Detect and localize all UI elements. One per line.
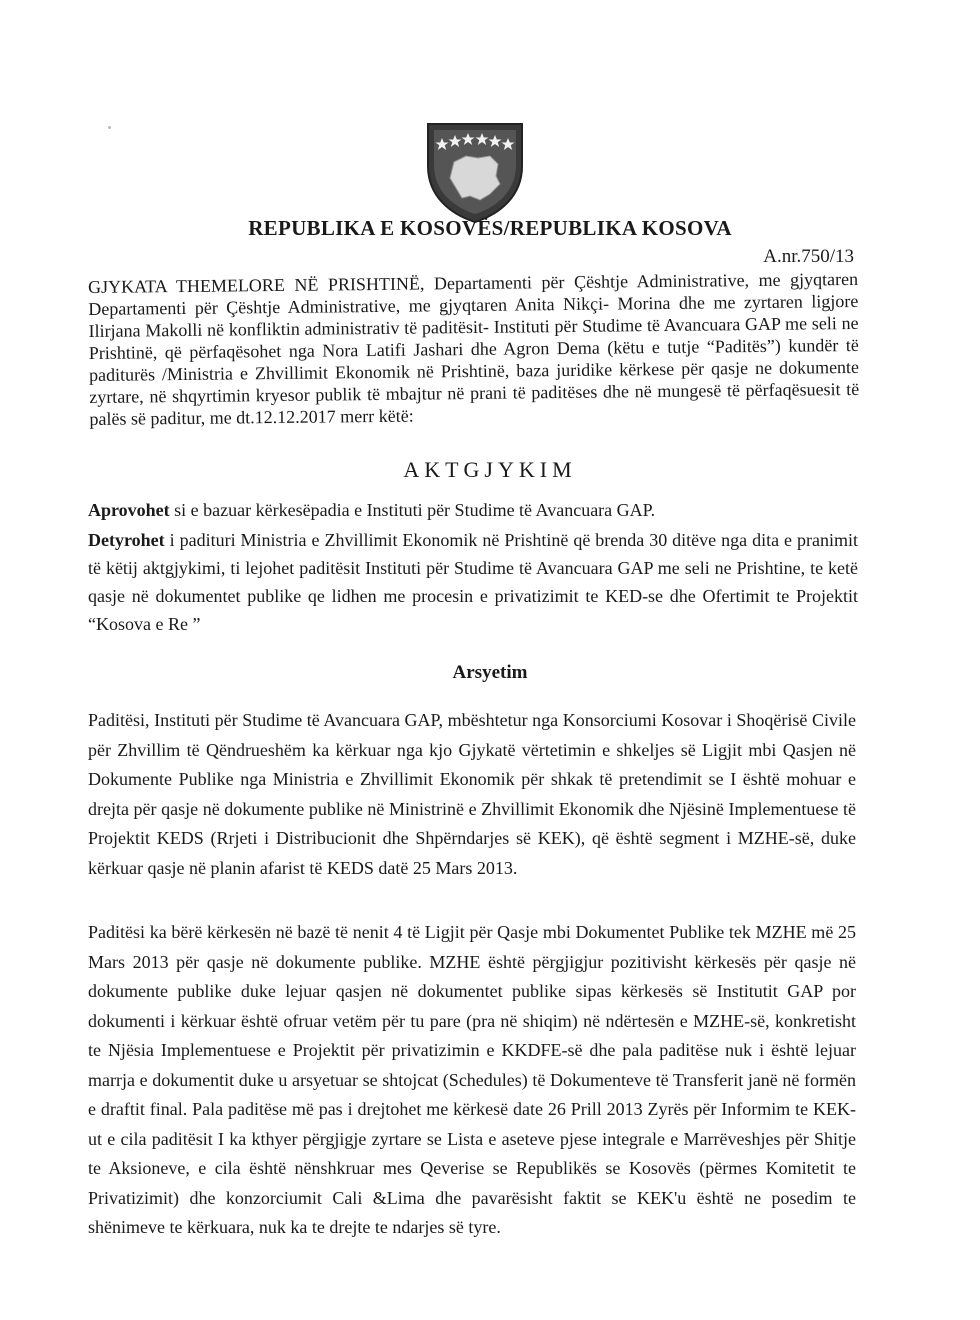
reasoning-paragraph-1: Paditësi, Instituti për Studime të Avancuara GAP, mbështetur nga Konsorciumi Kosovar i Shoqërisë Civile për Zhvillim të Qëndrueshëm ka kërkuar nga kjo Gjykatë vërtetimin e shkeljes së Ligjit mbi Qasjen në Dokumente Publike nga Ministria e Zhvillimit Ekonomik për shkak të pretendimit se I është mohuar e drejta për qasje në dokumente publike në Ministrinë e Zhvillimit Ekonomik dhe Njësinë Implementuese të Projektit KEDS (Rrjeti i Distribucionit dhe Shpërndarjes së KEK), që është segment i MZHE-së, duke kërkuar qasje në planin afarist të KEDS datë 25 Mars 2013. (88, 710, 856, 878)
republic-header-title: REPUBLIKA E KOSOVËS/REPUBLIKA KOSOVA (248, 216, 732, 240)
intro-paragraph: GJYKATA THEMELORE NË PRISHTINË, Departamenti për Çështje Administrative, me gjyqtaren Departamenti për Çështje Administrative, me gjyqtaren Anita Nikçi- Morina dhe me zyrtaren ligjore Ilirjana Makolli në konfliktin administrativ të paditësit- Instituti për Studime të Avancuara GAP me seli ne Prishtinë, që përfaqësohet nga Nora Latifi Jashari dhe Agron Dema (këtu e tutje “Paditës”) kundër të paditurës /Ministria e Zhvillimit Ekonomik në Prishtinë, baza juridike kërkese për qasje ne dokumente zyrtare, në shqyrtimin kryesor publik të mbajtur në prani të paditëses dhe në mungesë të përfaqësuesit të palës së paditur, me dt.12.12.2017 merr këtë: (88, 268, 860, 429)
oblige-keyword: Detyrohet (88, 530, 165, 550)
ruling-oblige-paragraph (88, 526, 858, 638)
kosovo-coat-of-arms-icon (420, 118, 530, 226)
scan-speck (108, 126, 111, 129)
reasoning-paragraph-2: Paditësi ka bërë kërkesën në bazë të nenit 4 të Ligjit për Qasje mbi Dokumentet Publike tek MZHE më 25 Mars 2013 për qasje në dokumente publike. MZHE është përgjigjur pozitivisht kërkesës për qasje në dokumente publike duke lejuar qasjen në dokumentet publike sipas kërkesës së Institutit GAP por dokumenti i kërkuar është ofruar vetëm për tu pare (pra në shiqim) në ndërtesën e MZHE-së, konkretisht te Njësia Implementuese e Projektit për privatizimin e KKDFE-së dhe pala paditëse nuk i është lejuar marrja e dokumentit duke u arsyetuar se shtojcat (Schedules) të Dokumenteve të Transferit janë në formën e draftit final. Pala paditëse më pas i drejtohet me kërkesë date 26 Prill 2013 Zyrës për Informim te KEK-ut e cila paditësit I ka kthyer përgjigje zyrtare se Lista e aseteve pjese integrale e Marrëveshjes për Shitje te Aksioneve, e cila është nënshkruar mes Qeverise se Republikës se Kosovës (përmes Komitetit te Privatizimit) dhe konzorciumit Cali &Lima dhe pavarësisht faktit se KEK'u është ne posedim te shënimeve te kërkuara, nuk ka te drejte te ndarjes së tyre. (88, 922, 856, 1237)
intro-section (88, 268, 860, 430)
approve-keyword: Aprovohet (88, 500, 170, 520)
ruling-approve-paragraph (88, 496, 858, 524)
reasoning-heading: Arsyetim (452, 662, 528, 683)
verdict-heading: AKTGJYKIM (403, 457, 577, 482)
reasoning-section (88, 706, 856, 1278)
case-number: A.nr.750/13 (763, 246, 854, 267)
ruling-section (88, 496, 858, 640)
oblige-text: i padituri Ministria e Zhvillimit Ekonomik në Prishtinë që brenda 30 ditëve nga dita e pranimit të këtij aktgjykimi, ti lejohet paditësit Instituti për Studime të Avancuara GAP me seli ne Prishtine, te ketë qasje në dokumentet publike qe lidhen me procesin e privatizimit te KED-se dhe Ofertimit te Projektit “Kosova e Re ” (88, 530, 858, 634)
approve-text: si e bazuar kërkesëpadia e Instituti për Studime të Avancuara GAP. (169, 500, 656, 520)
